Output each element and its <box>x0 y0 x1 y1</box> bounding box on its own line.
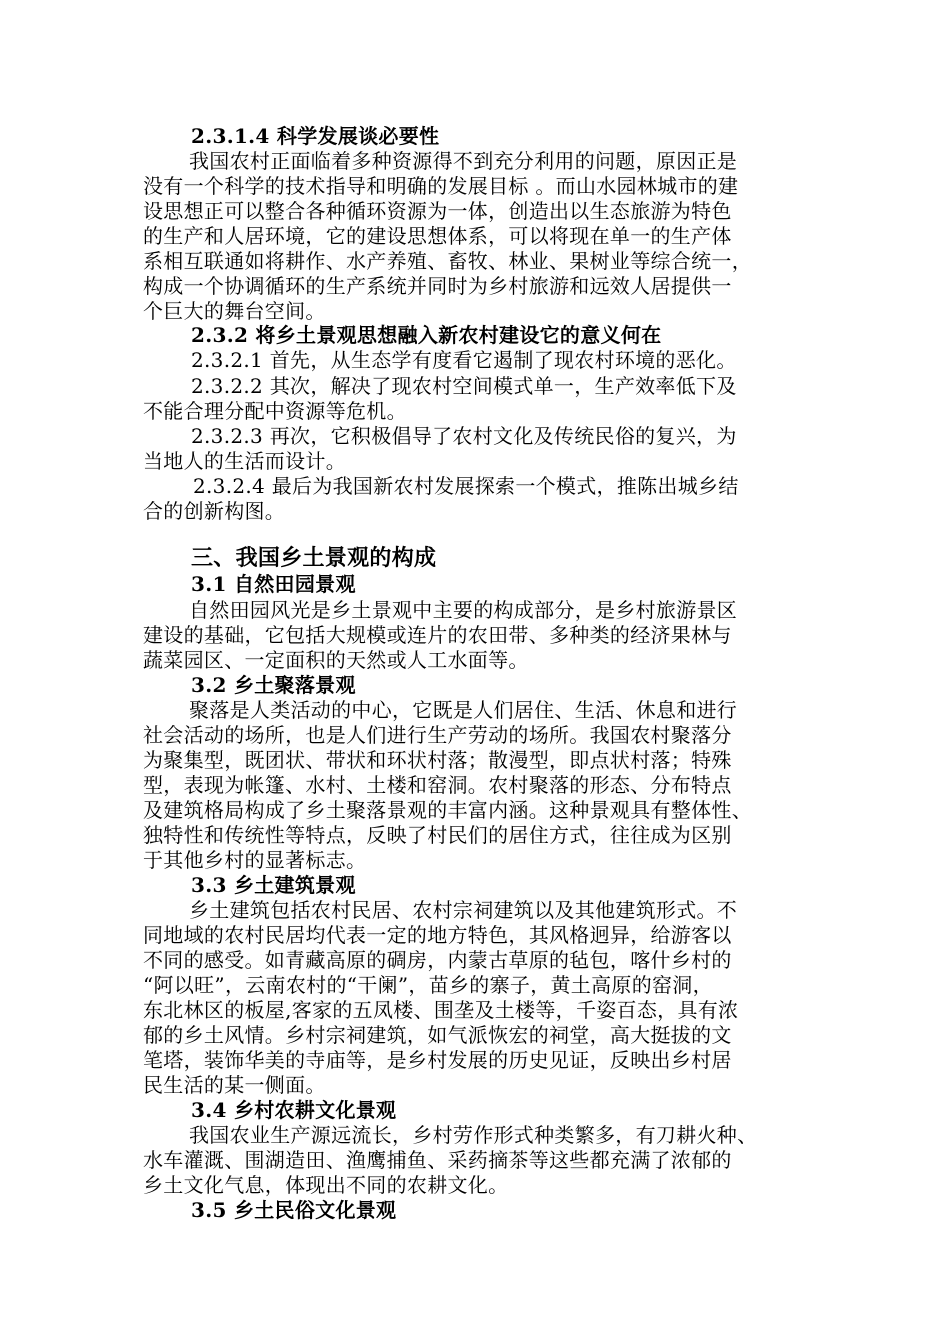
paragraph-line: 乡土建筑包括农村民居、农村宗祠建筑以及其他建筑形式。不 <box>189 898 738 922</box>
paragraph-line: 不能合理分配中资源等危机。 <box>143 399 407 423</box>
paragraph-line: 构成一个协调循环的生产系统并同时为乡村旅游和远效人居提供一 <box>143 274 732 298</box>
paragraph-line: 个巨大的舞台空间。 <box>143 299 326 323</box>
paragraph-line: 2.3.2.4 最后为我国新农村发展探索一个模式，推陈出城乡结 <box>193 474 739 498</box>
paragraph-line: 独特性和传统性等特点，反映了村民们的居住方式，往往成为区别 <box>143 823 732 847</box>
paragraph-line: 不同的感受。如青藏高原的碉房，内蒙古草原的毡包，喀什乡村的 <box>143 948 732 972</box>
paragraph-line: 郁的乡土风情。乡村宗祠建筑，如气派恢宏的祠堂，高大挺拔的文 <box>143 1023 732 1047</box>
paragraph-line: 为聚集型，既团状、带状和环状村落；散漫型，即点状村落；特殊 <box>143 748 732 772</box>
paragraph-line: 于其他乡村的显著标志。 <box>143 848 367 872</box>
heading-3-3: 3.3 乡土建筑景观 <box>191 873 356 897</box>
paragraph-line: 设思想正可以整合各种循环资源为一体，创造出以生态旅游为特色 <box>143 199 732 223</box>
paragraph-line: 的生产和人居环境，它的建设思想体系，可以将现在单一的生产体 <box>143 224 732 248</box>
paragraph-line: 乡土文化气息，体现出不同的农耕文化。 <box>143 1173 509 1197</box>
paragraph-line: 2.3.2.3 再次，它积极倡导了农村文化及传统民俗的复兴，为 <box>191 424 737 448</box>
paragraph-line: 东北林区的板屋,客家的五凤楼、围垄及土楼等，千姿百态，具有浓 <box>143 998 739 1022</box>
heading-3-2: 3.2 乡土聚落景观 <box>191 673 356 697</box>
heading-2-3-2: 2.3.2 将乡土景观思想融入新农村建设它的意义何在 <box>191 323 662 347</box>
paragraph-line: 自然田园风光是乡土景观中主要的构成部分，是乡村旅游景区 <box>189 598 738 622</box>
paragraph-line: 及建筑格局构成了乡土聚落景观的丰富内涵。这种景观具有整体性、 <box>143 798 752 822</box>
paragraph-line: 蔬菜园区、一定面积的天然或人工水面等。 <box>143 648 529 672</box>
heading-2-3-1-4: 2.3.1.4 科学发展谈必要性 <box>191 124 440 148</box>
paragraph-line: 聚落是人类活动的中心，它既是人们居住、生活、休息和进行 <box>189 698 738 722</box>
paragraph-line: 笔塔，装饰华美的寺庙等，是乡村发展的历史见证，反映出乡村居 <box>143 1048 732 1072</box>
paragraph-line: 合的创新构图。 <box>143 499 286 523</box>
section-title: 三、我国乡土景观的构成 <box>191 545 437 571</box>
paragraph-line: 我国农业生产源远流长，乡村劳作形式种类繁多，有刀耕火种、 <box>189 1123 758 1147</box>
paragraph-line: 同地域的农村民居均代表一定的地方特色，其风格迥异，给游客以 <box>143 923 732 947</box>
paragraph-line: “阿以旺”，云南农村的“干阑”，苗乡的寨子，黄土高原的窑洞， <box>143 973 713 997</box>
paragraph-line: 系相互联通如将耕作、水产养殖、畜牧、林业、果树业等综合统一， <box>143 249 752 273</box>
paragraph-line: 2.3.2.1 首先，从生态学有度看它遏制了现农村环境的恶化。 <box>191 348 737 372</box>
paragraph-line: 当地人的生活而设计。 <box>143 449 346 473</box>
paragraph-line: 民生活的某一侧面。 <box>143 1073 326 1097</box>
paragraph-line: 我国农村正面临着多种资源得不到充分利用的问题，原因正是 <box>189 149 738 173</box>
paragraph-line: 2.3.2.2 其次，解决了现农村空间模式单一，生产效率低下及 <box>191 374 737 398</box>
paragraph-line: 水车灌溉、围湖造田、渔鹰捕鱼、采药摘茶等这些都充满了浓郁的 <box>143 1148 732 1172</box>
paragraph-line: 社会活动的场所，也是人们进行生产劳动的场所。我国农村聚落分 <box>143 723 732 747</box>
paragraph-line: 建设的基础，它包括大规模或连片的农田带、多种类的经济果林与 <box>143 623 732 647</box>
heading-3-4: 3.4 乡村农耕文化景观 <box>191 1098 397 1122</box>
heading-3-5: 3.5 乡土民俗文化景观 <box>191 1198 397 1222</box>
paragraph-line: 没有一个科学的技术指导和明确的发展目标 。而山水园林城市的建 <box>143 174 739 198</box>
paragraph-line: 型，表现为帐篷、水村、土楼和窑洞。农村聚落的形态、分布特点 <box>143 773 732 797</box>
heading-3-1: 3.1 自然田园景观 <box>191 572 356 596</box>
